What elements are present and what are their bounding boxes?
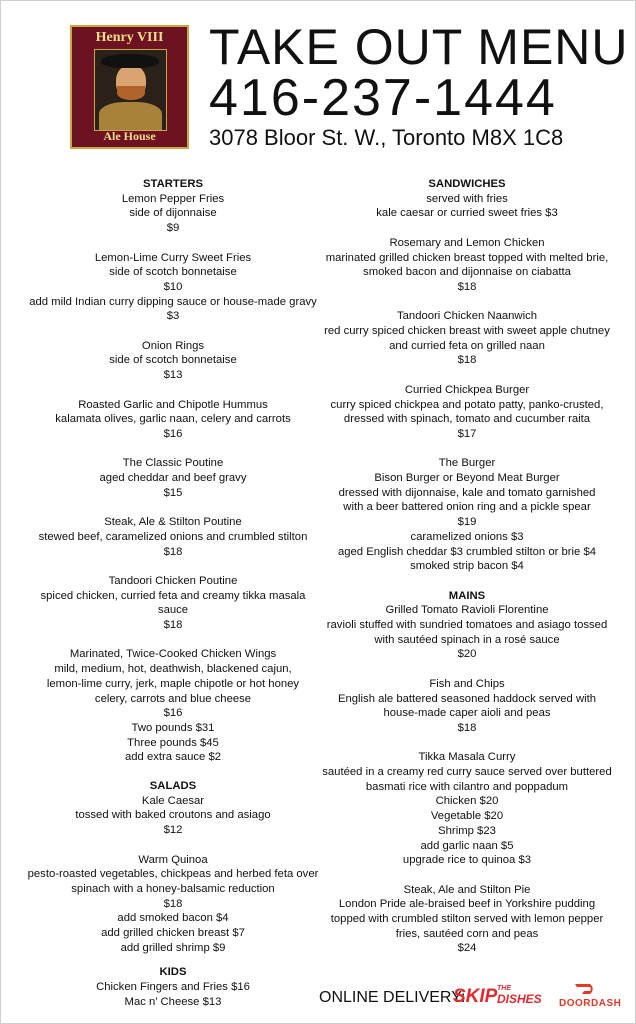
note-line: kale caesar or curried sweet fries $3 xyxy=(376,207,558,220)
item-price-option: Vegetable $20 xyxy=(430,810,504,823)
item-price: $16 xyxy=(163,707,183,720)
item-desc: spinach with a honey-balsamic reduction xyxy=(71,882,275,895)
item-price-option: Two pounds $31 xyxy=(131,721,215,734)
item-desc: pesto-roasted vegetables, chickpeas and herbed feta over xyxy=(27,868,319,881)
menu-item-kale-caesar xyxy=(25,794,321,838)
menu-item-steak-pie xyxy=(319,883,615,957)
item-desc: red curry spiced chicken breast with sweet apple chutney xyxy=(324,325,610,337)
item-desc: spiced chicken, curried feta and creamy tikka masala sauce xyxy=(40,589,306,617)
menu-item-ravioli xyxy=(319,603,615,662)
item-name: Roasted Garlic and Chipotle Hummus xyxy=(78,398,268,411)
online-delivery-bar xyxy=(319,986,629,1016)
menu-item-the-burger xyxy=(319,456,615,574)
section-title-kids: KIDS xyxy=(159,966,187,979)
item-desc: celery, carrots and blue cheese xyxy=(94,692,252,705)
doordash-logo[interactable] xyxy=(559,982,622,1012)
menu-item-tikka-masala xyxy=(319,750,615,868)
item-desc: lemon-lime curry, jerk, maple chipotle or hot honey xyxy=(46,677,300,690)
item-name: Grilled Tomato Ravioli Florentine xyxy=(385,604,549,617)
item-desc: topped with crumbled stilton served with lemon pepper xyxy=(330,913,604,926)
skip-logo-the: THE xyxy=(497,985,511,992)
menu-item-steak-poutine xyxy=(25,515,321,559)
doordash-icon xyxy=(573,982,601,996)
item-desc: side of dijonnaise xyxy=(129,207,217,220)
menu-item-hummus xyxy=(25,398,321,442)
item-desc: sautéed in a creamy red curry sauce served over buttered xyxy=(322,766,612,779)
item-price: $18 xyxy=(163,619,183,631)
item-price: $19 xyxy=(457,516,477,529)
item-desc: with a beer battered onion ring and a pickle spear xyxy=(343,501,591,514)
item-desc: side of scotch bonnetaise xyxy=(109,266,237,279)
item-price: $15 xyxy=(163,486,183,499)
item-desc: and curried feta on grilled naan xyxy=(389,339,545,352)
item-price: $20 xyxy=(457,648,477,661)
item-addon-price: $3 xyxy=(166,310,180,323)
item-desc: ravioli stuffed with sundried tomatoes and asiago tossed xyxy=(326,619,608,632)
item-name: Steak, Ale and Stilton Pie xyxy=(403,883,531,896)
menu-item-onion-rings xyxy=(25,339,321,383)
item-desc: fries, sautéed corn and peas xyxy=(395,927,539,940)
item-price: $18 xyxy=(457,354,477,367)
menu-item-sweet-fries xyxy=(25,251,321,325)
item-desc: English ale battered seasoned haddock served with xyxy=(337,692,597,705)
kids-item: Chicken Fingers and Fries $16 xyxy=(96,981,250,994)
item-desc: side of scotch bonnetaise xyxy=(109,354,237,367)
section-title-sandwiches: SANDWICHES xyxy=(428,178,506,190)
item-price: $17 xyxy=(457,427,477,440)
item-name: Marinated, Twice-Cooked Chicken Wings xyxy=(69,648,277,661)
item-addon: add smoked bacon $4 xyxy=(117,912,229,925)
item-addon: caramelized onions $3 xyxy=(410,530,524,543)
menu-item-tandoori-poutine xyxy=(25,574,321,633)
section-title-starters: STARTERS xyxy=(142,178,204,190)
skip-logo-text: SKIP xyxy=(453,986,498,1007)
item-price: $16 xyxy=(163,427,183,440)
item-price: $18 xyxy=(457,721,477,734)
address: 3078 Bloor St. W., Toronto M8X 1C8 xyxy=(209,125,564,150)
menu-item-warm-quinoa xyxy=(25,853,321,956)
delivery-label: ONLINE DELIVERY: xyxy=(319,989,466,1006)
item-name: Kale Caesar xyxy=(141,794,205,807)
item-addon: add extra sauce $2 xyxy=(124,751,222,764)
menu-item-lemon-pepper-fries xyxy=(25,192,321,236)
item-name: Warm Quinoa xyxy=(138,853,208,866)
item-name: Onion Rings xyxy=(141,339,205,352)
item-price-option: Three pounds $45 xyxy=(127,736,219,749)
item-desc: curry spiced chickpea and potato patty, panko-crusted, xyxy=(330,398,604,411)
item-price: $24 xyxy=(457,942,477,955)
doordash-text: DOORDASH xyxy=(559,998,622,1009)
item-price: $18 xyxy=(163,897,183,910)
item-desc: London Pride ale-braised beef in Yorkshire pudding xyxy=(338,898,596,911)
item-name: Rosemary and Lemon Chicken xyxy=(389,236,545,249)
item-addon: add garlic naan $5 xyxy=(420,839,514,852)
item-name: The Burger xyxy=(438,457,496,470)
item-name: Lemon-Lime Curry Sweet Fries xyxy=(94,251,252,264)
item-name: Tandoori Chicken Naanwich xyxy=(396,310,538,323)
item-addon: aged English cheddar $3 crumbled stilton or brie $4 xyxy=(337,545,597,558)
henry-viii-logo xyxy=(70,25,189,149)
menu-item-chicken-wings xyxy=(25,647,321,765)
item-price: $18 xyxy=(163,545,183,558)
item-addon: upgrade rice to quinoa $3 xyxy=(402,854,532,867)
menu-item-fish-and-chips xyxy=(319,677,615,736)
sandwich-note xyxy=(319,192,615,221)
item-price-option: Chicken $20 xyxy=(435,795,499,808)
item-desc: house-made caper aioli and peas xyxy=(383,707,551,720)
item-desc: aged cheddar and beef gravy xyxy=(99,472,247,484)
page-title: TAKE OUT MENU xyxy=(209,19,629,75)
item-price: $10 xyxy=(163,280,183,293)
item-desc: marinated grilled chicken breast topped with melted brie, xyxy=(325,251,609,264)
item-addon: add mild Indian curry dipping sauce or house-made gravy xyxy=(29,295,317,308)
menu-item-rosemary-chicken xyxy=(319,236,615,295)
menu-item-chickpea-burger xyxy=(319,383,615,442)
menu-item-classic-poutine xyxy=(25,456,321,500)
king-portrait-image xyxy=(94,49,167,131)
item-price: $18 xyxy=(457,280,477,293)
item-desc: smoked bacon and dijonnaise on ciabatta xyxy=(363,266,571,279)
item-desc: kalamata olives, garlic naan, celery and carrots xyxy=(55,413,291,426)
item-name: Tikka Masala Curry xyxy=(418,751,516,764)
item-addon: add grilled shrimp $9 xyxy=(120,941,226,954)
logo-top-text: Henry VIII xyxy=(95,30,164,45)
item-desc: dressed with dijonnaise, kale and tomato garnished xyxy=(338,486,596,499)
right-column xyxy=(319,177,615,971)
section-title-salads: SALADS xyxy=(149,780,197,793)
left-column xyxy=(25,177,321,1010)
note-line: served with fries xyxy=(426,192,508,205)
item-desc: mild, medium, hot, deathwish, blackened cajun, xyxy=(54,663,292,676)
kids-item: Mac n’ Cheese $13 xyxy=(124,995,222,1008)
menu-item-naanwich xyxy=(319,309,615,368)
logo-bottom-text: Ale House xyxy=(103,129,156,143)
item-desc: stewed beef, caramelized onions and crumbled stilton xyxy=(38,530,308,543)
item-desc: tossed with baked croutons and asiago xyxy=(75,809,271,822)
item-desc: with sautéed spinach in a rosé sauce xyxy=(374,633,560,646)
item-name: The Classic Poutine xyxy=(122,457,224,470)
item-addon: add grilled chicken breast $7 xyxy=(101,927,245,940)
item-desc: Bison Burger or Beyond Meat Burger xyxy=(374,472,560,484)
skip-logo-dishes: DISHES xyxy=(497,992,542,1006)
item-desc: dressed with spinach, tomato and cucumber raita xyxy=(343,413,591,426)
item-price-option: Shrimp $23 xyxy=(438,824,496,837)
item-name: Curried Chickpea Burger xyxy=(404,383,530,396)
section-title-mains: MAINS xyxy=(448,589,486,602)
item-name: Steak, Ale & Stilton Poutine xyxy=(104,516,242,529)
item-name: Lemon Pepper Fries xyxy=(121,192,225,205)
item-addon: smoked strip bacon $4 xyxy=(410,560,524,573)
item-price: $9 xyxy=(166,222,180,235)
item-desc: basmati rice with cilantro and poppadum xyxy=(365,780,569,793)
item-price: $12 xyxy=(163,824,183,837)
item-name: Fish and Chips xyxy=(429,677,505,690)
phone-number[interactable]: 416-237-1444 xyxy=(209,69,557,127)
item-price: $13 xyxy=(163,369,183,382)
item-name: Tandoori Chicken Poutine xyxy=(108,574,238,587)
skip-the-dishes-logo[interactable] xyxy=(453,986,543,1010)
